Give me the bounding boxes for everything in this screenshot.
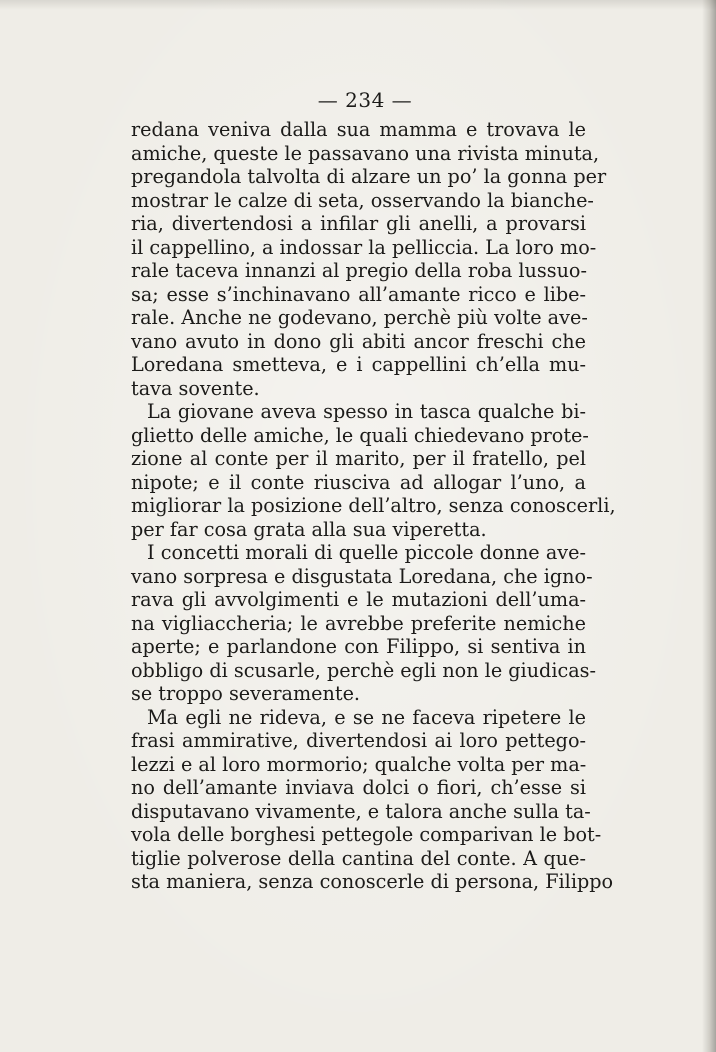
text-line: glietto delle amiche, le quali chiedevano prote- (131, 423, 589, 447)
text-line: vano sorpresa e disgustata Loredana, che igno- (131, 564, 593, 588)
body-text (131, 118, 616, 894)
text-line: per far cosa grata alla sua viperetta. (131, 517, 487, 541)
text-line: obbligo di scusarle, perchè egli non le giudicas- (131, 658, 596, 682)
text-line: Loredana smetteva, e i cappellini ch’ella mu- (131, 353, 586, 376)
text-line: ria, divertendosi a infilar gli anelli, a provarsi (131, 212, 586, 235)
text-line: amiche, queste le passavano una rivista minuta, (131, 141, 600, 165)
text-line: rava gli avvolgimenti e le mutazioni dell’uma- (131, 588, 586, 611)
text-line: sa; esse s’inchinavano all’amante ricco e libe- (131, 282, 586, 306)
text-line: vola delle borghesi pettegole comparivan le bot- (131, 823, 602, 846)
text-line: disputavano vivamente, e talora anche sulla ta- (131, 799, 591, 823)
text-line: mostrar le calze di seta, osservando la bianche- (131, 188, 594, 212)
text-line: Ma egli ne rideva, e se ne faceva ripetere le (147, 705, 586, 729)
text-line: na vigliaccheria; le avrebbe preferite nemiche (131, 611, 586, 635)
text-line: se troppo severamente. (131, 682, 361, 705)
text-line: zione al conte per il marito, per il fratello, pel (131, 447, 586, 470)
text-line: tiglie polverose della cantina del conte. A que- (131, 846, 586, 870)
text-line: rale. Anche ne godevano, perchè più volte ave- (131, 306, 588, 329)
text-line: lezzi e al loro mormorio; qualche volta per ma- (131, 752, 587, 776)
text-line: migliorar la posizione dell’altro, senza conoscerli, (131, 494, 616, 517)
text-line: frasi ammirative, divertendosi ai loro pettego- (131, 729, 586, 752)
text-line: La giovane aveva spesso in tasca qualche bi- (147, 400, 586, 423)
page-number: — 234 — (317, 88, 413, 112)
page-right-edge-shadow (702, 0, 716, 1052)
text-line: nipote; e il conte riusciva ad allogar l’uno, a (131, 470, 586, 494)
text-line: no dell’amante inviava dolci o fiori, ch’esse si (131, 776, 586, 799)
page-top-shadow (0, 0, 716, 10)
text-line: pregandola talvolta di alzare un po’ la gonna per (131, 165, 607, 188)
text-line: redana veniva dalla sua mamma e trovava le (131, 118, 586, 141)
text-line: sta maniera, senza conoscerle di persona, Filippo (131, 870, 614, 893)
text-line: tava sovente. (131, 376, 260, 400)
text-line: rale taceva innanzi al pregio della roba lussuo- (131, 259, 587, 282)
text-line: vano avuto in dono gli abiti ancor freschi che (131, 329, 586, 353)
text-line: I concetti morali di quelle piccole donne ave- (147, 541, 586, 564)
text-line: aperte; e parlandone con Filippo, si sentiva in (131, 635, 586, 658)
text-line: il cappellino, a indossar la pelliccia. La loro mo- (131, 235, 597, 259)
